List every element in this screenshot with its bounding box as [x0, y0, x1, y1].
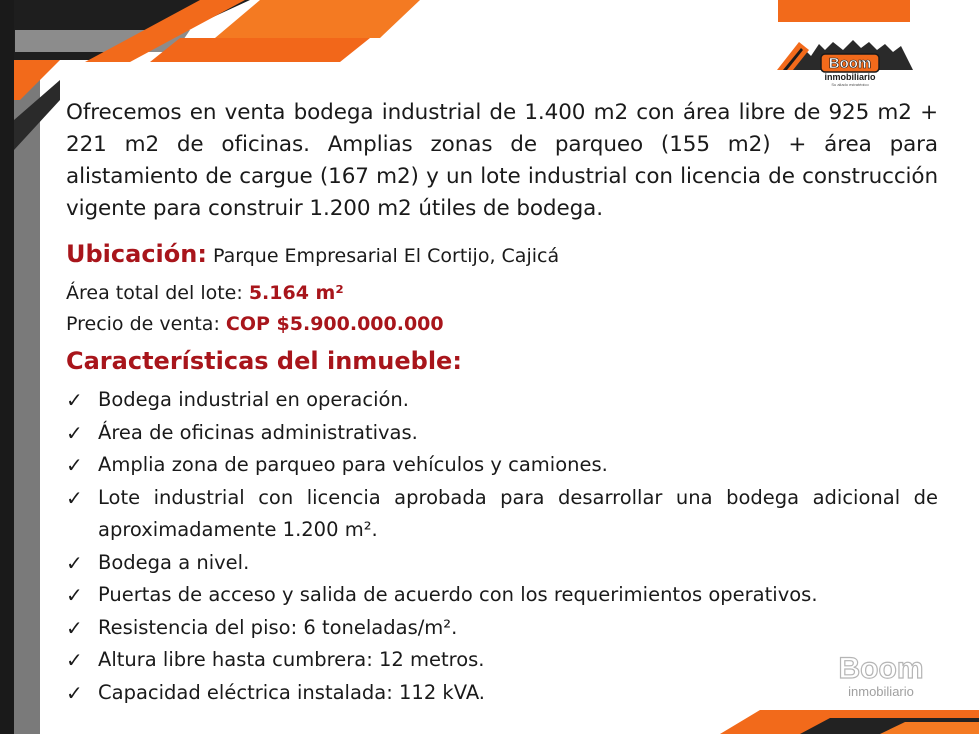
feature-item: [66, 677, 938, 710]
features-heading: Características del inmueble:: [66, 347, 462, 375]
price-label: Precio de venta:: [66, 313, 220, 335]
feature-item: [66, 612, 938, 645]
check-icon: ✓: [66, 583, 83, 607]
watermark-brand-text: Boom: [838, 652, 924, 685]
feature-text: Puertas de acceso y salida de acuerdo con los requerimientos operativos.: [98, 583, 818, 606]
intro-paragraph: Ofrecemos en venta bodega industrial de 1.400 m2 con área libre de 925 m2 + 221 m2 de oficinas. Amplias zonas de parqueo (155 m2) + área para alistamiento de cargue (167 m2) y un lote industrial con licencia de construcción vigente para construir 1.200 m2 útiles de bodega.: [66, 100, 938, 221]
boom-watermark: [828, 648, 934, 700]
check-icon: ✓: [66, 680, 83, 705]
check-icon: ✓: [66, 485, 83, 510]
feature-text: Capacidad eléctrica instalada: 112 kVA.: [98, 680, 486, 704]
location-value: Parque Empresarial El Cortijo, Cajicá: [213, 245, 560, 267]
feature-text: Bodega industrial en operación.: [98, 388, 409, 411]
location-label: Ubicación:: [66, 240, 207, 268]
feature-text: Bodega a nivel.: [98, 550, 250, 574]
check-icon: ✓: [66, 388, 83, 412]
top-right-orange-block: [778, 0, 910, 22]
check-icon: ✓: [66, 420, 83, 445]
top-left-orange-stripe-3: [150, 38, 370, 62]
feature-item: [66, 417, 938, 450]
check-icon: ✓: [66, 648, 83, 672]
feature-item: [66, 482, 938, 547]
lot-area-value: 5.164 m²: [248, 282, 344, 304]
left-gray-band: [14, 60, 40, 734]
left-dark-band: [0, 0, 14, 734]
feature-item: [66, 384, 938, 417]
lot-area-label: Área total del lote:: [66, 282, 243, 304]
price-row: [66, 313, 444, 335]
check-icon: ✓: [66, 550, 83, 575]
feature-text: Lote industrial con licencia aprobada para desarrollar una bodega adicional de aproximadamente 1.200 m².: [98, 485, 938, 541]
price-value: COP $5.900.000.000: [225, 313, 444, 335]
logo-brand-text: Boom: [828, 55, 872, 72]
features-list: [66, 384, 938, 709]
feature-text: Amplia zona de parqueo para vehículos y camiones.: [98, 453, 608, 476]
boom-logo: [773, 36, 918, 86]
check-icon: ✓: [66, 615, 83, 640]
feature-text: Altura libre hasta cumbrera: 12 metros.: [98, 648, 485, 671]
top-left-orange-stripe-2: [215, 0, 420, 38]
check-icon: ✓: [66, 453, 83, 477]
lot-area-row: [66, 282, 344, 304]
feature-item: [66, 579, 938, 612]
watermark-sub-text: inmobiliario: [848, 684, 914, 699]
feature-text: Área de oficinas administrativas.: [98, 420, 418, 444]
logo-tagline: Su aliado estratégico: [831, 82, 869, 86]
feature-item: [66, 547, 938, 580]
logo-sub-text: inmobiliario: [824, 72, 876, 82]
feature-item: [66, 449, 938, 482]
feature-text: Resistencia del piso: 6 toneladas/m².: [98, 615, 458, 639]
feature-item: [66, 644, 938, 677]
location-row: [66, 240, 559, 268]
